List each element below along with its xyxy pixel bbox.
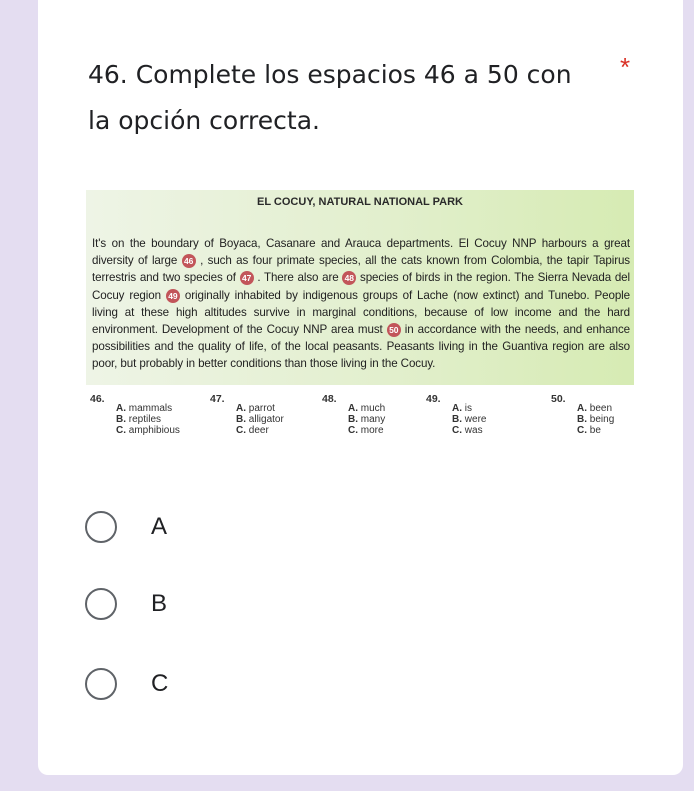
item-option xyxy=(452,425,486,436)
item-option xyxy=(348,414,385,425)
choice-label: A xyxy=(151,513,168,540)
passage-segment: . There also are xyxy=(253,271,343,285)
item-2 xyxy=(322,393,385,436)
option-letter: B. xyxy=(348,414,358,425)
item-option xyxy=(452,414,486,425)
choice-b[interactable] xyxy=(85,588,167,620)
passage-box xyxy=(86,190,634,385)
item-number: 49. xyxy=(426,393,441,405)
option-letter: B. xyxy=(452,414,462,425)
passage-segment: It's on the boundary of Boyaca, Casanare and Arauca departments. El Cocuy NNP harbours a great diversity of large xyxy=(92,237,630,268)
item-0 xyxy=(90,393,180,436)
item-option xyxy=(116,414,180,425)
item-3 xyxy=(426,393,486,436)
item-number: 48. xyxy=(322,393,337,405)
blank-marker-46: 46 xyxy=(182,254,196,268)
option-letter: C. xyxy=(236,425,246,436)
radio-button-icon[interactable] xyxy=(85,511,117,543)
blank-marker-47: 47 xyxy=(240,271,254,285)
item-option xyxy=(116,403,180,414)
passage-segment: in accordance with the needs, and enhance possibilities and the quality of life, of the local peasants. Peasants living in the Guantiva region are also poor, but probably in better conditions than those living in the Cocuy. xyxy=(92,323,630,371)
passage-text xyxy=(92,235,630,373)
option-letter: C. xyxy=(577,425,587,436)
option-text: being xyxy=(589,414,615,425)
blank-marker-48: 48 xyxy=(342,271,356,285)
option-text: alligator xyxy=(248,414,284,425)
option-text: reptiles xyxy=(128,414,162,425)
option-letter: C. xyxy=(452,425,462,436)
choice-label: B xyxy=(151,590,168,617)
option-letter: A. xyxy=(116,403,126,414)
passage-segment: , such as four primate species, all the cats known from Colombia, the tapir Tapirus terrestris and two species of xyxy=(92,254,631,285)
item-option xyxy=(236,425,284,436)
item-option xyxy=(577,403,614,414)
option-text: be xyxy=(589,425,601,436)
radio-button-icon[interactable] xyxy=(85,668,117,700)
item-option xyxy=(236,403,284,414)
option-letter: B. xyxy=(236,414,246,425)
blank-marker-49: 49 xyxy=(166,289,180,303)
passage-segment: originally inhabited by indigenous groups of Lache (now extinct) and Tunebo. People living at these high altitudes survive in marginal conditions, because of low income and the hard environment. Development of the Cocuy NNP area must xyxy=(92,288,630,337)
passage-title: EL COCUY, NATURAL NATIONAL PARK xyxy=(257,196,463,208)
required-asterisk: * xyxy=(620,52,631,82)
option-letter: C. xyxy=(116,425,126,436)
option-letter: A. xyxy=(577,403,587,414)
item-options xyxy=(86,393,634,453)
option-letter: A. xyxy=(236,403,246,414)
passage-segment: species of birds in the region. The Sierra Nevada del Cocuy region xyxy=(92,271,630,302)
option-letter: B. xyxy=(116,414,126,425)
option-letter: B. xyxy=(577,414,587,425)
item-option xyxy=(452,403,486,414)
option-text: been xyxy=(589,403,613,414)
blank-marker-50: 50 xyxy=(387,323,401,337)
option-text: more xyxy=(360,425,384,436)
option-text: is xyxy=(464,403,473,414)
item-option xyxy=(577,414,614,425)
question-image xyxy=(86,190,634,472)
option-text: mammals xyxy=(128,403,173,414)
item-option xyxy=(348,425,385,436)
item-number: 46. xyxy=(90,393,105,405)
item-1 xyxy=(210,393,284,436)
choice-a[interactable] xyxy=(85,511,167,543)
item-number: 47. xyxy=(210,393,225,405)
option-letter: A. xyxy=(348,403,358,414)
option-text: deer xyxy=(248,425,269,436)
choice-label: C xyxy=(151,670,169,697)
option-text: were xyxy=(464,414,487,425)
item-option xyxy=(577,425,614,436)
option-letter: A. xyxy=(452,403,462,414)
item-option xyxy=(348,403,385,414)
item-option xyxy=(236,414,284,425)
item-number: 50. xyxy=(551,393,566,405)
option-text: much xyxy=(360,403,386,414)
item-option xyxy=(116,425,180,436)
option-text: many xyxy=(360,414,386,425)
option-text: amphibious xyxy=(128,425,180,436)
option-text: was xyxy=(464,425,483,436)
item-4 xyxy=(551,393,614,436)
radio-button-icon[interactable] xyxy=(85,588,117,620)
option-text: parrot xyxy=(248,403,275,414)
question-title: 46. Complete los espacios 46 a 50 con la opción correcta. xyxy=(88,60,572,135)
choice-c[interactable] xyxy=(85,668,168,700)
option-letter: C. xyxy=(348,425,358,436)
